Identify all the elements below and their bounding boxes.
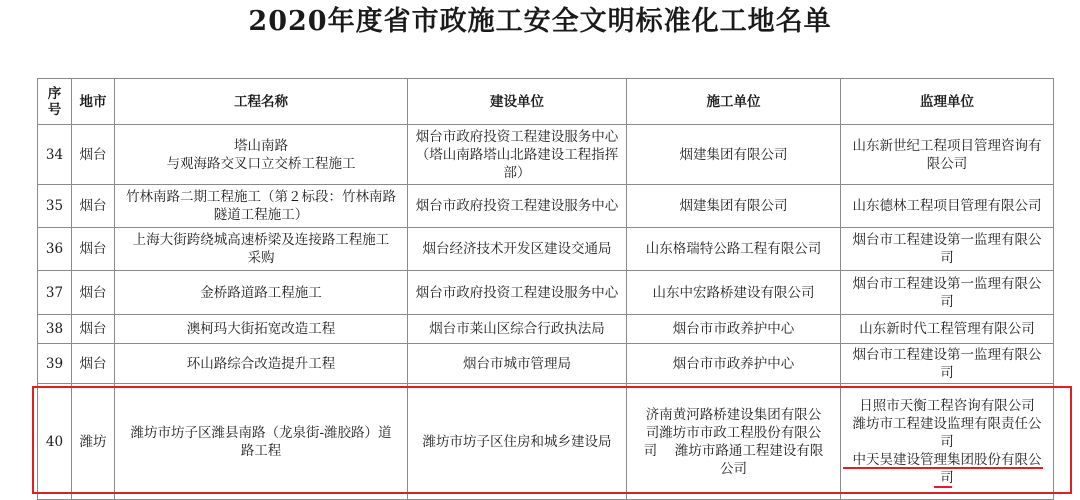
cell-line: 烟台经济技术开发区建设交通局 xyxy=(422,241,612,257)
cell-line: 司 xyxy=(940,433,954,450)
cell-seq: 36 xyxy=(38,228,72,271)
cell-line: 澳柯玛大街拓宽改造工程 xyxy=(186,321,336,337)
cell-line: 部） xyxy=(503,164,531,181)
cell-line: 司 xyxy=(940,364,954,381)
cell-line: 山东中宏路桥建设有限公司 xyxy=(652,284,815,301)
cell-contractor xyxy=(627,125,841,185)
cell-supervisor xyxy=(841,315,1054,344)
cell-line: 烟台市政府投资工程建设服务中心 xyxy=(415,128,619,145)
table-row xyxy=(38,315,1054,344)
cell-city: 烟台 xyxy=(72,185,115,228)
header-city: 地市 xyxy=(72,79,115,125)
cell-line: 路工程 xyxy=(240,442,282,459)
cell-city: 烟台 xyxy=(72,125,115,185)
header-contractor: 施工单位 xyxy=(627,79,841,125)
cell-line: 司潍坊市市政工程股份有限公 xyxy=(645,424,822,441)
cell-seq: 34 xyxy=(38,125,72,185)
cell-builder xyxy=(408,271,627,315)
cell-line: 塔山南路 xyxy=(234,137,288,154)
cell-line: 日照市天衡工程咨询有限公司 xyxy=(859,397,1035,414)
cell-supervisor xyxy=(841,344,1054,384)
cell-line: 上海大街跨绕城高速桥梁及连接路工程施工 xyxy=(132,232,390,248)
cell-line: 司 xyxy=(940,469,954,486)
cell-line: 烟台市工程建设第一监理有限公 xyxy=(852,346,1042,363)
cell-city: 烟台 xyxy=(72,228,115,271)
table-row xyxy=(38,185,1054,228)
cell-builder xyxy=(408,315,627,344)
table-row xyxy=(38,344,1054,384)
cell-builder xyxy=(408,125,627,185)
cell-line: 山东格瑞特公路工程有限公司 xyxy=(645,241,822,257)
cell-line: 烟台市城市管理局 xyxy=(463,355,571,372)
cell-line: 山东德林工程项目管理有限公司 xyxy=(852,198,1042,214)
cell-line: 烟台市工程建设第一监理有限公 xyxy=(852,232,1042,248)
page-title: 2020年度省市政施工安全文明标准化工地名单 xyxy=(248,6,832,37)
cell-city: 烟台 xyxy=(72,271,115,315)
header-project: 工程名称 xyxy=(115,79,408,125)
cell-supervisor xyxy=(841,185,1054,228)
cell-contractor xyxy=(627,315,841,344)
cell-city: 烟台 xyxy=(72,315,115,344)
cell-project xyxy=(115,344,408,384)
cell-project xyxy=(115,271,408,315)
cell-line: 烟台市工程建设第一监理有限公 xyxy=(852,275,1042,292)
cell-supervisor xyxy=(841,125,1054,185)
cell-project xyxy=(115,185,408,228)
cell-line: 与观海路交叉口立交桥工程施工 xyxy=(166,155,356,172)
cell-line: 环山路综合改造提升工程 xyxy=(186,355,336,372)
cell-line: （塔山南路塔山北路建设工程指挥 xyxy=(415,146,619,163)
cell-line: 潍坊市坊子区住房和城乡建设局 xyxy=(422,433,612,450)
cell-contractor xyxy=(627,228,841,271)
cell-project xyxy=(115,125,408,185)
cell-seq: 35 xyxy=(38,185,72,228)
cell-line: 限公司 xyxy=(926,155,968,172)
cell-line: 潍坊市坊子区潍县南路（龙泉街-潍胶路）道 xyxy=(130,424,392,441)
cell-supervisor xyxy=(841,271,1054,315)
cell-line: 烟台市莱山区综合行政执法局 xyxy=(429,321,605,337)
cell-contractor xyxy=(627,344,841,384)
cell-line: 烟建集团有限公司 xyxy=(679,198,788,214)
cell-line: 采购 xyxy=(247,250,275,266)
cell-contractor xyxy=(627,271,841,315)
table-row xyxy=(38,271,1054,315)
cell-line: 烟台市市政养护中心 xyxy=(672,355,795,372)
highlight-underline xyxy=(934,486,952,488)
cell-line: 山东新时代工程管理有限公司 xyxy=(859,321,1035,337)
cell-line: 烟台市市政养护中心 xyxy=(672,321,795,337)
cell-seq: 38 xyxy=(38,315,72,344)
cell-project xyxy=(115,315,408,344)
header-seq: 序 号 xyxy=(38,79,72,125)
cell-contractor xyxy=(627,185,841,228)
cell-line: 烟建集团有限公司 xyxy=(679,146,788,163)
cell-seq: 40 xyxy=(38,384,72,500)
cell-supervisor xyxy=(841,228,1054,271)
cell-line: 竹林南路二期工程施工（第２标段：竹林南路 xyxy=(126,189,396,205)
cell-line: 公司 xyxy=(720,460,747,477)
cell-builder xyxy=(408,228,627,271)
cell-project xyxy=(115,228,408,271)
cell-line: 山东新世纪工程项目管理咨询有 xyxy=(852,137,1042,154)
highlight-box xyxy=(32,386,1072,494)
header-builder: 建设单位 xyxy=(408,79,627,125)
cell-builder xyxy=(408,185,627,228)
cell-line: 烟台市政府投资工程建设服务中心 xyxy=(415,198,619,214)
header-supervisor: 监理单位 xyxy=(841,79,1054,125)
cell-line: 金桥路道路工程施工 xyxy=(200,284,322,301)
table-header-row xyxy=(38,79,1054,125)
highlight-underline xyxy=(843,467,1043,469)
cell-line: 潍坊市工程建设监理有限责任公 xyxy=(852,415,1042,432)
cell-line: 司 xyxy=(940,250,954,266)
table-row xyxy=(38,125,1054,185)
cell-seq: 37 xyxy=(38,271,72,315)
table-row xyxy=(38,228,1054,271)
cell-line: 隧道工程施工） xyxy=(213,207,309,223)
cell-line: 中天昊建设管理集团股份有限公 xyxy=(852,451,1042,468)
cell-city: 潍坊 xyxy=(72,384,115,500)
cell-city: 烟台 xyxy=(72,344,115,384)
cell-seq: 39 xyxy=(38,344,72,384)
cell-line: 烟台市政府投资工程建设服务中心 xyxy=(415,284,619,301)
cell-line: 司 xyxy=(940,293,954,310)
cell-line: 济南黄河路桥建设集团有限公 xyxy=(645,406,822,423)
cell-builder xyxy=(408,344,627,384)
cell-line: 司 潍坊市路通工程建设有限 xyxy=(643,442,824,459)
